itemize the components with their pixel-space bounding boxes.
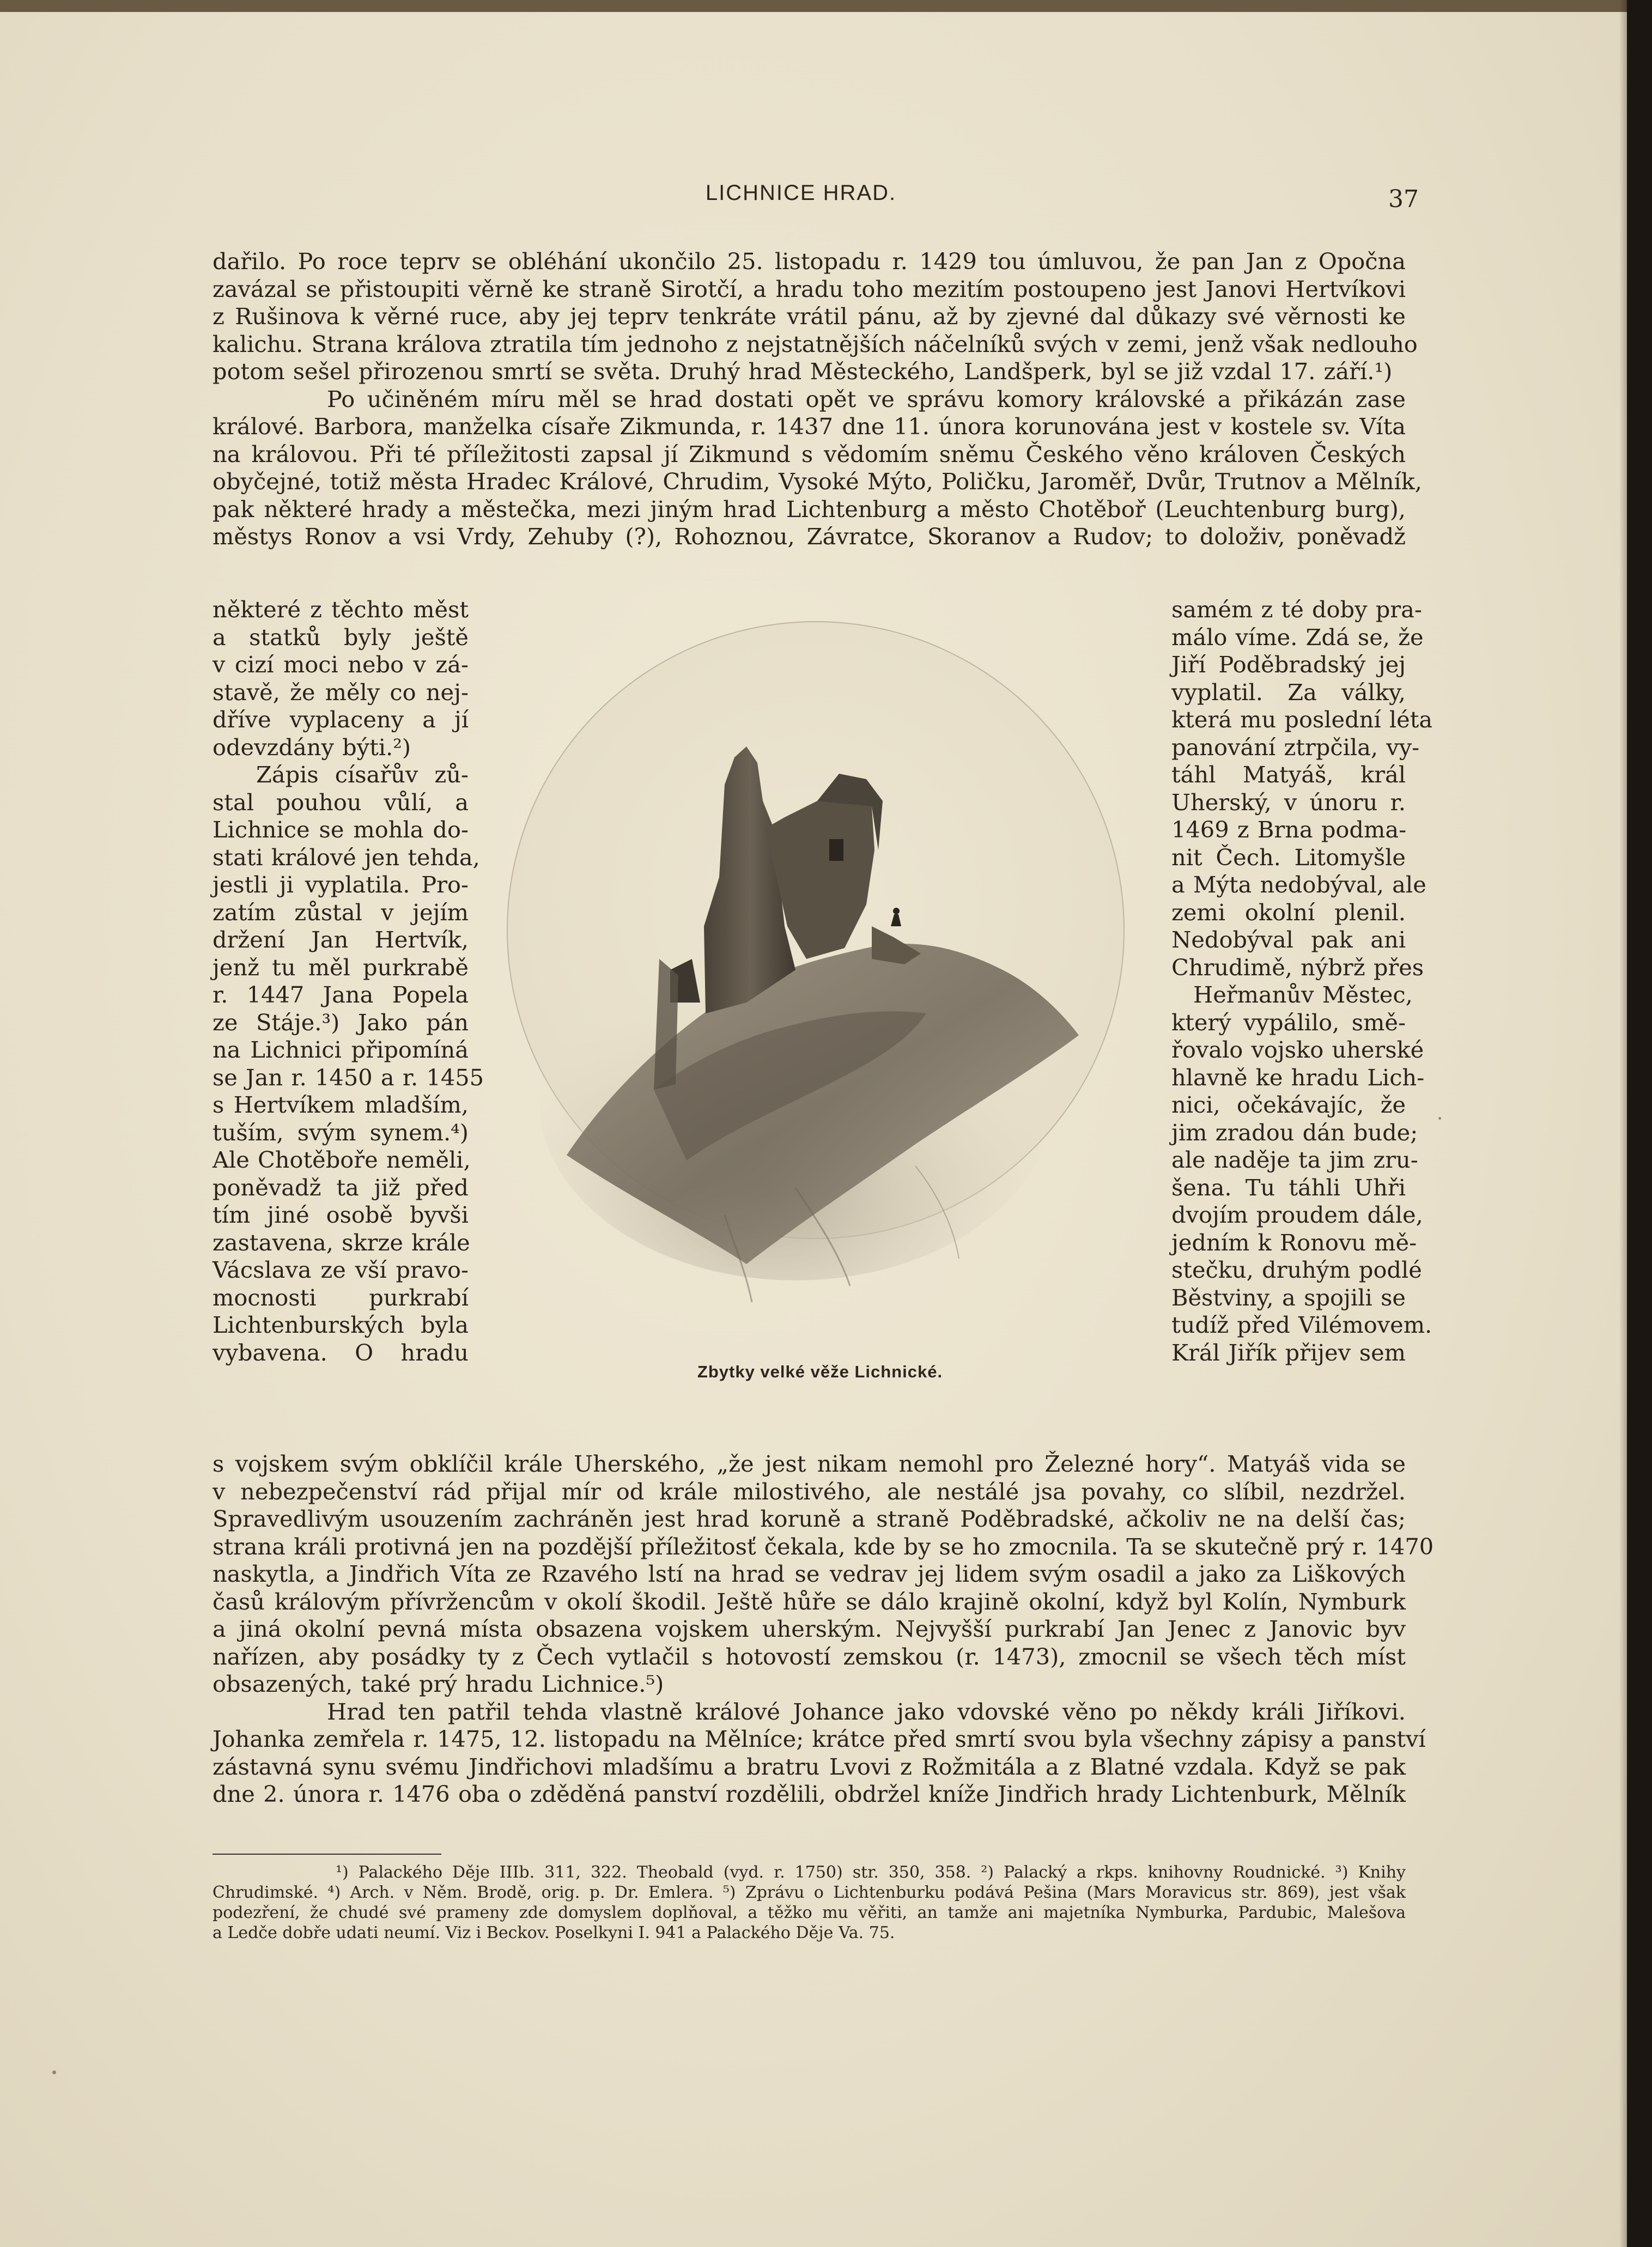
text-line: Johanka zemřela r. 1475, 12. listopadu na Mělníce; krátce před smrtí svou byla všechny zápisy a panství: [212, 1726, 1426, 1752]
text-line: málo víme. Zdá se, že: [1171, 623, 1424, 651]
footnote-line: ¹) Palackého Děje IIIb. 311, 322. Theobald (vyd. r. 1750) str. 350, 358. ²) Palacký a rkps. knihovny Roudnické. ³) Knihy: [336, 1863, 1406, 1882]
text-line: Jiří Poděbradský jej: [1171, 651, 1406, 678]
text-line: a statků byly ještě: [212, 623, 469, 651]
footnote-line: Chrudimské. ⁴) Arch. v Něm. Brodě, orig. p. Dr. Emlera. ⁵) Zprávu o Lichtenburku podává Pešina (Mars Moravicus str. 869), jest však: [212, 1883, 1406, 1902]
text-line: zatím zůstal v jejím: [212, 898, 469, 926]
tower-ruin-illustration: [490, 621, 1150, 1351]
text-line: stavě, že měly co nej-: [212, 678, 469, 706]
window-opening: [829, 839, 843, 861]
text-line: pak některé hrady a městečka, mezi jiným hrad Lichtenburg a město Chotěboř (Leuchtenburg burg),: [212, 495, 1406, 523]
text-line: samém z té doby pra-: [1171, 596, 1422, 623]
text-line: jenž tu měl purkrabě: [212, 954, 469, 981]
text-line: Nedobýval pak ani: [1171, 926, 1406, 953]
text-line: stečku, druhým podlé: [1171, 1256, 1422, 1283]
paper-speck: [52, 2070, 56, 2074]
text-line: s vojskem svým obklíčil krále Uherského, „že jest nikam nemohl pro Železné hory“. Matyáš vida se: [212, 1450, 1406, 1477]
text-line: Heřmanův Městec,: [1193, 981, 1413, 1008]
right-column: [1171, 596, 1433, 1367]
text-line: ale naděje ta jim zru-: [1171, 1146, 1418, 1173]
text-line: zemi okolní plenil.: [1171, 898, 1406, 926]
footnote-rule: [212, 1854, 441, 1855]
text-line: na královou. Při té příležitosti zapsal jí Zikmund s vědomím sněmu Českého věno královen Českých: [212, 440, 1406, 467]
text-line: dne 2. února r. 1476 oba o zděděná panství rozdělili, obdržel kníže Jindřich hrady Lichtenburk, Mělník: [212, 1781, 1406, 1807]
text-line: Vácslava ze vší pravo-: [212, 1256, 469, 1283]
text-line: strana králi protivná jen na pozdější příležitosť čekala, kde by se ho zmocnila. Ta se skutečně prý r. 1470: [212, 1533, 1434, 1560]
text-line: panování ztrpčila, vy-: [1171, 733, 1420, 761]
figure-tower-ruin: [490, 621, 1150, 1395]
text-line: v nebezpečenství rád přijal mír od krále milostivého, ale nestálé jsa povahy, co slíbil, nezdržel.: [212, 1478, 1406, 1505]
text-line: Spravedlivým usouzením zachráněn jest hrad koruně a straně Poděbradské, ačkoliv ne na delší čas;: [212, 1505, 1406, 1532]
text-line: ze Stáje.³) Jako pán: [212, 1009, 469, 1036]
scan-edge-right: [1627, 0, 1652, 2247]
text-line: Uherský, v únoru r.: [1171, 788, 1406, 816]
text-line: naskytla, a Jindřich Víta ze Rzavého lstí na hrad se vedrav jej lidem svým osadil a jako za Liškových: [212, 1560, 1406, 1587]
text-line: nici, očekávajíc, že: [1171, 1091, 1406, 1118]
text-line: zavázal se přistoupiti věrně ke straně Sirotčí, a hradu toho mezitím postoupeno jest Janovi Hertvíkovi: [212, 275, 1406, 302]
text-line: jestli ji vyplatila. Pro-: [212, 871, 469, 898]
scan-edge-top: [0, 0, 1652, 12]
text-line: dříve vyplaceny a jí: [212, 706, 469, 733]
text-line: a jiná okolní pevná místa obsazena vojskem uherským. Nejvyšší purkrabí Jan Jenec z Janovic byv: [212, 1616, 1406, 1642]
text-line: v cizí moci nebo v zá-: [212, 651, 469, 678]
text-line: tudíž před Vilémovem.: [1171, 1311, 1432, 1338]
text-line: Král Jiřík přijev sem: [1171, 1339, 1406, 1366]
text-line: králové. Barbora, manželka císaře Zikmunda, r. 1437 dne 11. února korunována jest v kostele sv. Víta: [212, 413, 1406, 440]
text-line: 1469 z Brna podma-: [1171, 816, 1407, 843]
text-line: Ale Chotěboře neměli,: [212, 1146, 471, 1173]
paragraph-bottom: [212, 1450, 1434, 1808]
text-line: řovalo vojsko uherské: [1171, 1036, 1424, 1063]
text-line: zástavná synu svému Jindřichovi mladšímu a bratru Lvovi z Rožmitála a z Blatné vzdala. Když se pak: [212, 1753, 1406, 1780]
text-line: tuším, svým synem.⁴): [212, 1119, 469, 1146]
text-line: dařilo. Po roce teprv se obléhání ukončilo 25. listopadu r. 1429 tou úmluvou, že pan Jan z Opočna: [212, 248, 1406, 275]
text-line: Po učiněném míru měl se hrad dostati opět ve správu komory královské a přikázán zase: [327, 385, 1406, 412]
text-line: kalichu. Strana králova ztratila tím jednoho z nejstatnějších náčelníků svých v zemi, jenž však nedlouho: [212, 330, 1418, 357]
text-line: městys Ronov a vsi Vrdy, Zehuby (?), Rohoznou, Závratce, Skoranov a Rudov; to doloživ, poněvadž: [212, 523, 1406, 550]
paragraph-top: [212, 248, 1422, 551]
text-line: Zápis císařův zů-: [256, 761, 469, 788]
text-line: na Lichnici připomíná: [212, 1036, 469, 1063]
running-head: LICHNICE HRAD.: [705, 181, 897, 205]
text-line: obyčejné, totiž města Hradec Králové, Chrudim, Vysoké Mýto, Poličku, Jaroměř, Dvůr, Trutnov a Mělník,: [212, 468, 1422, 495]
text-line: r. 1447 Jana Popela: [212, 981, 469, 1008]
footnote-line: a Ledče dobře udati neumí. Viz i Beckov. Poselkyni I. 941 a Palackého Děje Va. 75.: [212, 1923, 895, 1942]
figure-caption: Zbytky velké věže Lichnické.: [697, 1362, 943, 1381]
text-line: s Hertvíkem mladším,: [212, 1091, 469, 1118]
text-line: poněvadž ta již před: [212, 1174, 469, 1201]
text-line: Lichnice se mohla do-: [212, 816, 469, 843]
footnotes: [212, 1862, 1406, 1943]
text-line: jedním k Ronovu mě-: [1171, 1229, 1417, 1256]
text-line: z Rušinova k věrné ruce, aby jej teprv tenkráte vrátil pánu, až by zjevné dal důkazy své věrnosti ke: [212, 303, 1406, 330]
text-line: Chrudimě, nýbrž přes: [1171, 954, 1424, 981]
text-line: stati králové jen tehda,: [212, 843, 480, 871]
text-line: mocnosti purkrabí: [212, 1284, 469, 1311]
text-line: nit Čech. Litomyšle: [1171, 843, 1406, 871]
text-line: nařízen, aby posádky ty z Čech vytlačil s hotovostí zemskou (r. 1473), zmocnil se všech těch míst: [212, 1643, 1406, 1670]
text-line: obsazených, také prý hradu Lichnice.⁵): [212, 1671, 664, 1697]
human-figure: [891, 914, 901, 926]
text-line: která mu poslední léta: [1171, 706, 1433, 733]
text-line: Běstviny, a spojili se: [1171, 1284, 1406, 1311]
text-line: držení Jan Hertvík,: [212, 926, 469, 953]
footnote-line: podezření, že chudé své prameny zde domyslem doplňoval, a těžko mu věřiti, an tamže ani majetníka Nymburka, Pardubic, Malešova: [212, 1903, 1406, 1922]
paper-speck: [1438, 1117, 1441, 1120]
text-line: některé z těchto měst: [212, 596, 469, 623]
text-line: zastavena, skrze krále: [212, 1229, 470, 1256]
text-line: který vypálilo, smě-: [1171, 1009, 1406, 1036]
text-line: dvojím proudem dále,: [1171, 1201, 1423, 1228]
text-line: Lichtenburských byla: [212, 1311, 469, 1338]
text-line: šena. Tu táhli Uhři: [1171, 1174, 1406, 1201]
text-line: časů královým přívržencům v okolí škodil. Ještě hůře se dálo krajině okolní, když byl Kolín, Nymburk: [212, 1588, 1406, 1615]
text-line: Hrad ten patřil tehda vlastně králové Johance jako vdovské věno po někdy králi Jiříkovi.: [327, 1698, 1406, 1725]
human-figure-head: [893, 908, 900, 914]
text-line: jim zradou dán bude;: [1171, 1119, 1418, 1146]
page-number: 37: [1388, 185, 1419, 213]
text-line: táhl Matyáš, král: [1171, 761, 1406, 788]
text-line: potom sešel přirozenou smrtí se světa. Druhý hrad Městeckého, Landšperk, byl se již vzdal 17. září.¹): [212, 358, 1393, 385]
text-line: a Mýta nedobýval, ale: [1171, 871, 1426, 898]
text-line: odevzdány býti.²): [212, 733, 411, 761]
text-line: se Jan r. 1450 a r. 1455: [212, 1064, 484, 1091]
text-line: hlavně ke hradu Lich-: [1171, 1064, 1425, 1091]
text-line: tím jiné osobě byvši: [212, 1201, 469, 1228]
text-line: vyplatil. Za války,: [1171, 678, 1406, 706]
text-line: stal pouhou vůlí, a: [212, 788, 469, 816]
text-line: vybavena. O hradu: [212, 1339, 469, 1366]
left-column: [212, 596, 484, 1367]
